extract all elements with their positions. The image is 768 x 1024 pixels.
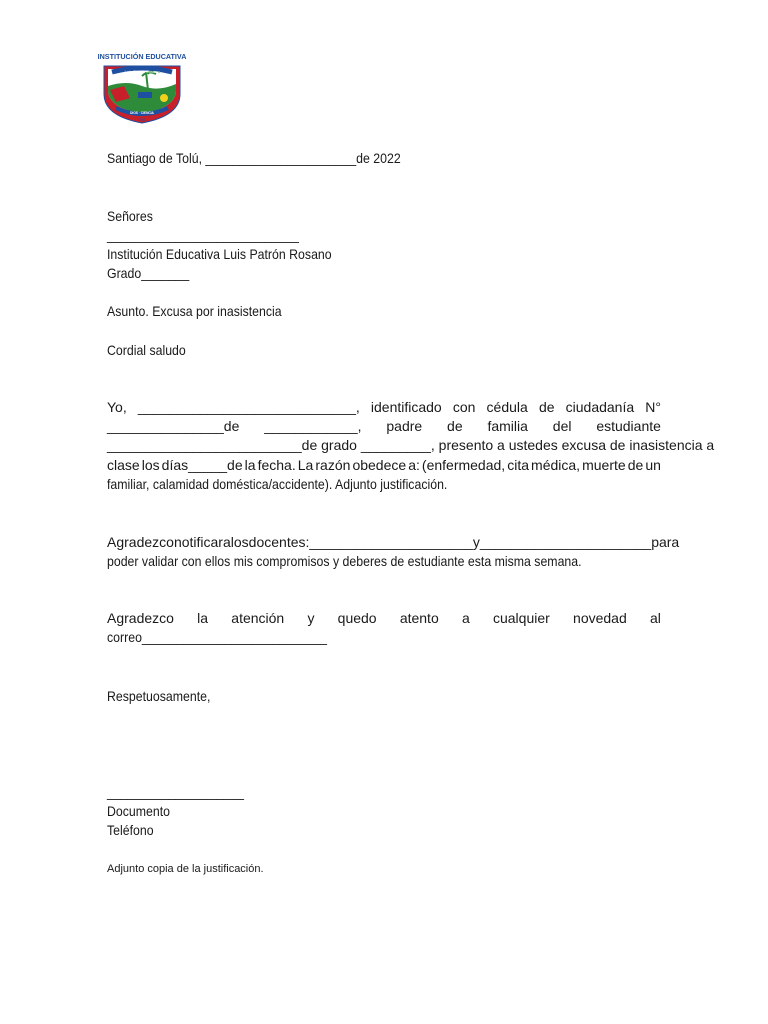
- word: novedad: [573, 610, 627, 626]
- word: del: [552, 418, 572, 435]
- word: Yo,: [107, 399, 127, 415]
- school-crest-icon: [86, 50, 198, 124]
- p1-line5-text: familiar, calamidad doméstica/accidente). Adjunto justificación.: [107, 475, 448, 492]
- word: de: [538, 399, 555, 415]
- word: la: [197, 610, 209, 626]
- word: fecha.: [257, 456, 296, 473]
- phone-text: Teléfono: [107, 822, 154, 838]
- logo-motto: DIOS · CIENCIA: [130, 111, 154, 115]
- word: identificado: [370, 399, 442, 415]
- salutation: [107, 207, 159, 226]
- paragraph-declaration: [107, 398, 715, 494]
- grade-line: [107, 264, 200, 283]
- subject-text: Asunto. Excusa por inasistencia: [107, 303, 282, 319]
- p1-line5: [107, 475, 661, 494]
- closing-text: Respetuosamente,: [107, 688, 211, 704]
- word: cualquier: [492, 610, 550, 626]
- word: al: [649, 610, 661, 626]
- word: ______________________para: [479, 534, 680, 550]
- p2-line1: [107, 533, 680, 552]
- p1-line1: [107, 398, 661, 417]
- word: los: [230, 534, 249, 550]
- logo-ribbon: Luis Patrón Rosano: [124, 69, 160, 74]
- closing: [107, 687, 225, 706]
- p1-line2: [107, 417, 661, 436]
- word: _________________________: [107, 437, 302, 454]
- word: N°: [645, 399, 661, 415]
- logo-name: INSTITUCIÓN EDUCATIVA: [97, 52, 187, 61]
- word: Agradezco: [107, 534, 174, 550]
- word: a:: [408, 456, 420, 473]
- word: Agradezco: [107, 610, 174, 626]
- word: un: [645, 456, 661, 473]
- subject-line: [107, 302, 305, 321]
- word: muerte: [582, 456, 626, 473]
- word: _____________________y: [309, 534, 480, 550]
- word: obedece: [352, 456, 407, 473]
- document-text: Documento: [107, 803, 171, 819]
- school-logo: [86, 50, 198, 124]
- paragraph-notify-teachers: [107, 533, 680, 571]
- attachment-note: [107, 860, 264, 879]
- word: médica,: [531, 456, 581, 473]
- word: _______________de: [107, 418, 240, 435]
- signature-line-text: ____________________: [107, 784, 245, 800]
- word: ____________,: [264, 418, 362, 435]
- signature-line: [107, 783, 263, 802]
- word: docentes:: [248, 534, 310, 550]
- word: atento: [399, 610, 439, 626]
- word: de: [447, 418, 463, 435]
- word: atención: [231, 610, 285, 626]
- place-date-line: [107, 149, 441, 168]
- p3-line1: [107, 609, 661, 628]
- salutation-text: Señores: [107, 208, 153, 224]
- word: clase: [107, 456, 140, 473]
- word: con: [452, 399, 476, 415]
- word: a: [222, 534, 231, 550]
- p2-line2-text: poder validar con ellos mis compromisos y deberes de estudiante esta misma semana.: [107, 553, 582, 570]
- word: cédula: [486, 399, 528, 415]
- word: a: [461, 610, 470, 626]
- word: días_____de: [161, 456, 243, 473]
- word: de: [627, 456, 644, 473]
- word: notificar: [173, 534, 223, 550]
- p3-line2-text: correo___________________________: [107, 629, 327, 646]
- place-date-text: Santiago de Tolú, ______________________de 2022: [107, 150, 401, 166]
- word: ciudadanía: [565, 399, 635, 415]
- document-label: [107, 802, 179, 821]
- word: padre: [386, 418, 423, 435]
- word: cita: [507, 456, 530, 473]
- institution-text: Institución Educativa Luis Patrón Rosano: [107, 246, 332, 262]
- word: quedo: [337, 610, 377, 626]
- p2-line2: [107, 552, 661, 571]
- word: ____________________________,: [137, 399, 360, 415]
- word: estudiante: [596, 418, 661, 435]
- word: los: [141, 456, 160, 473]
- recipient-blank-line: [107, 226, 325, 245]
- phone-label: [107, 821, 160, 840]
- paragraph-attention: [107, 609, 661, 647]
- attachment-note-text: Adjunto copia de la justificación.: [107, 863, 264, 875]
- word: (enfermedad,: [421, 456, 506, 473]
- recipient-blank-text: ____________________________: [107, 227, 299, 243]
- word: razón: [315, 456, 351, 473]
- greeting: [107, 341, 197, 360]
- logo-year: 1961: [138, 118, 146, 122]
- institution-name: [107, 245, 362, 264]
- greeting-text: Cordial saludo: [107, 342, 186, 358]
- grade-text: Grado_______: [107, 265, 190, 281]
- word: familia: [487, 418, 528, 435]
- word: y: [307, 610, 315, 626]
- p1-line4: [107, 456, 661, 475]
- word: de grado _________, presento a ustedes excusa de inasistencia a: [301, 437, 715, 454]
- p3-line2: [107, 628, 661, 647]
- word: la: [244, 456, 256, 473]
- p1-line3: [107, 436, 715, 455]
- word: La: [297, 456, 314, 473]
